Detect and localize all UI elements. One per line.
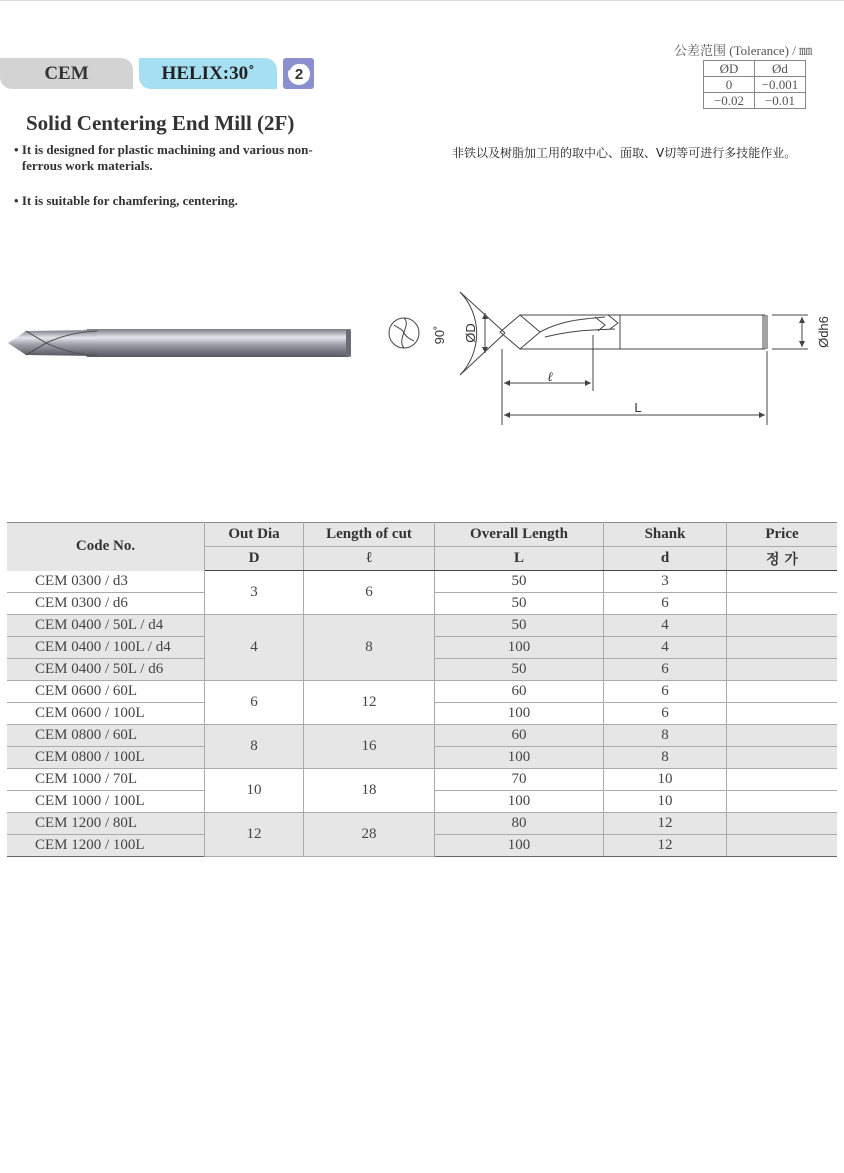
overall-length-cell: 50: [435, 593, 604, 615]
feature-text-1: It is designed for plastic machining and various non-ferrous work materials.: [21, 142, 313, 173]
header-out-dia: Out Dia: [205, 523, 304, 547]
length-cut-cell: 16: [304, 725, 435, 769]
out-dia-cell: 3: [205, 571, 304, 615]
shank-cell: 12: [604, 835, 727, 857]
shank-cell: 12: [604, 813, 727, 835]
tolerance-cell: −0.001: [755, 77, 806, 93]
angle-label: 90˚: [432, 325, 447, 345]
code-cell: CEM 0400 / 50L / d4: [7, 615, 205, 637]
overall-length-cell: 80: [435, 813, 604, 835]
code-cell: CEM 0600 / 100L: [7, 703, 205, 725]
length-cut-cell: 6: [304, 571, 435, 615]
feature-text-2: It is suitable for chamfering, centering.: [21, 193, 238, 208]
overall-length-cell: 100: [435, 835, 604, 857]
table-row: [7, 769, 837, 791]
header-overall-length: Overall Length: [435, 523, 604, 547]
code-cell: CEM 1200 / 80L: [7, 813, 205, 835]
overall-length-cell: 50: [435, 615, 604, 637]
tolerance-header: Ød: [755, 61, 806, 77]
price-cell: [727, 593, 838, 615]
header-overall-symbol: L: [435, 547, 604, 571]
shank-cell: 10: [604, 769, 727, 791]
code-cell: CEM 0800 / 100L: [7, 747, 205, 769]
out-dia-cell: 12: [205, 813, 304, 857]
out-dia-cell: 6: [205, 681, 304, 725]
code-cell: CEM 0400 / 50L / d6: [7, 659, 205, 681]
code-cell: CEM 0300 / d6: [7, 593, 205, 615]
price-cell: [727, 747, 838, 769]
helix-label: HELIX:30˚: [161, 62, 255, 84]
table-row: [7, 615, 837, 637]
top-rule: [0, 0, 844, 1]
out-dia-cell: 10: [205, 769, 304, 813]
table-row: [7, 725, 837, 747]
cut-length-label: ℓ: [547, 369, 553, 384]
code-cell: CEM 1000 / 70L: [7, 769, 205, 791]
feature-bullet: • It is suitable for chamfering, centering.: [14, 193, 238, 208]
tolerance-cell: −0.02: [704, 93, 755, 109]
diameter-label: ØD: [463, 323, 478, 343]
header-price-korean: 정 가: [727, 547, 838, 571]
overall-length-cell: 50: [435, 659, 604, 681]
overall-length-cell: 100: [435, 703, 604, 725]
tolerance-cell: 0: [704, 77, 755, 93]
header-price: Price: [727, 523, 838, 547]
shank-cell: 6: [604, 593, 727, 615]
code-cell: CEM 0600 / 60L: [7, 681, 205, 703]
tolerance-cell: −0.01: [755, 93, 806, 109]
shank-cell: 4: [604, 615, 727, 637]
header-length-cut-symbol: ℓ: [304, 547, 435, 571]
tolerance-header: ØD: [704, 61, 755, 77]
header-length-cut: Length of cut: [304, 523, 435, 547]
header-shank-symbol: d: [604, 547, 727, 571]
shank-cell: 8: [604, 747, 727, 769]
helix-badge: [139, 58, 277, 89]
code-cell: CEM 1200 / 100L: [7, 835, 205, 857]
tolerance-table: [703, 60, 806, 109]
length-cut-cell: 28: [304, 813, 435, 857]
overall-length-cell: 70: [435, 769, 604, 791]
page-title: Solid Centering End Mill (2F): [26, 111, 295, 135]
shank-diameter-label: Ødh6: [816, 316, 831, 348]
technical-drawing: [380, 285, 844, 430]
code-cell: CEM 1000 / 100L: [7, 791, 205, 813]
price-cell: [727, 813, 838, 835]
length-cut-cell: 18: [304, 769, 435, 813]
feature-bullet: • It is designed for plastic machining and various non-ferrous work materials.: [14, 142, 344, 174]
code-cell: CEM 0300 / d3: [7, 571, 205, 593]
shank-cell: 6: [604, 659, 727, 681]
shank-cell: 3: [604, 571, 727, 593]
shank-cell: 8: [604, 725, 727, 747]
out-dia-cell: 8: [205, 725, 304, 769]
table-row: [7, 813, 837, 835]
end-mill-photo: [6, 322, 354, 364]
flute-count-badge: [283, 58, 314, 89]
tolerance-title: 公差范围 (Tolerance) / ㎜: [674, 43, 813, 58]
price-cell: [727, 615, 838, 637]
overall-length-cell: 50: [435, 571, 604, 593]
code-cell: CEM 0800 / 60L: [7, 725, 205, 747]
shank-cell: 6: [604, 703, 727, 725]
shank-cell: 4: [604, 637, 727, 659]
header-out-dia-symbol: D: [205, 547, 304, 571]
price-cell: [727, 725, 838, 747]
header-shank: Shank: [604, 523, 727, 547]
price-cell: [727, 703, 838, 725]
shank-cell: 10: [604, 791, 727, 813]
overall-length-cell: 60: [435, 681, 604, 703]
flute-count-text: 2: [294, 65, 303, 83]
price-cell: [727, 769, 838, 791]
spec-table-body: [7, 571, 837, 857]
price-cell: [727, 791, 838, 813]
header-code: Code No.: [7, 523, 205, 571]
price-cell: [727, 637, 838, 659]
overall-length-cell: 100: [435, 791, 604, 813]
overall-length-cell: 100: [435, 637, 604, 659]
code-cell: CEM 0400 / 100L / d4: [7, 637, 205, 659]
overall-length-label: L: [634, 400, 642, 415]
out-dia-cell: 4: [205, 615, 304, 681]
price-cell: [727, 681, 838, 703]
overall-length-cell: 60: [435, 725, 604, 747]
table-row: [7, 571, 837, 593]
flute-count-icon: [286, 61, 312, 87]
price-cell: [727, 659, 838, 681]
price-cell: [727, 571, 838, 593]
length-cut-cell: 12: [304, 681, 435, 725]
overall-length-cell: 100: [435, 747, 604, 769]
series-label: CEM: [44, 62, 89, 84]
shank-cell: 6: [604, 681, 727, 703]
series-badge: [0, 58, 133, 89]
table-row: [7, 681, 837, 703]
price-cell: [727, 835, 838, 857]
spec-table: [7, 522, 837, 857]
chinese-description: 非铁以及树脂加工用的取中心、面取、V切等可进行多技能作业。: [452, 146, 797, 160]
length-cut-cell: 8: [304, 615, 435, 681]
